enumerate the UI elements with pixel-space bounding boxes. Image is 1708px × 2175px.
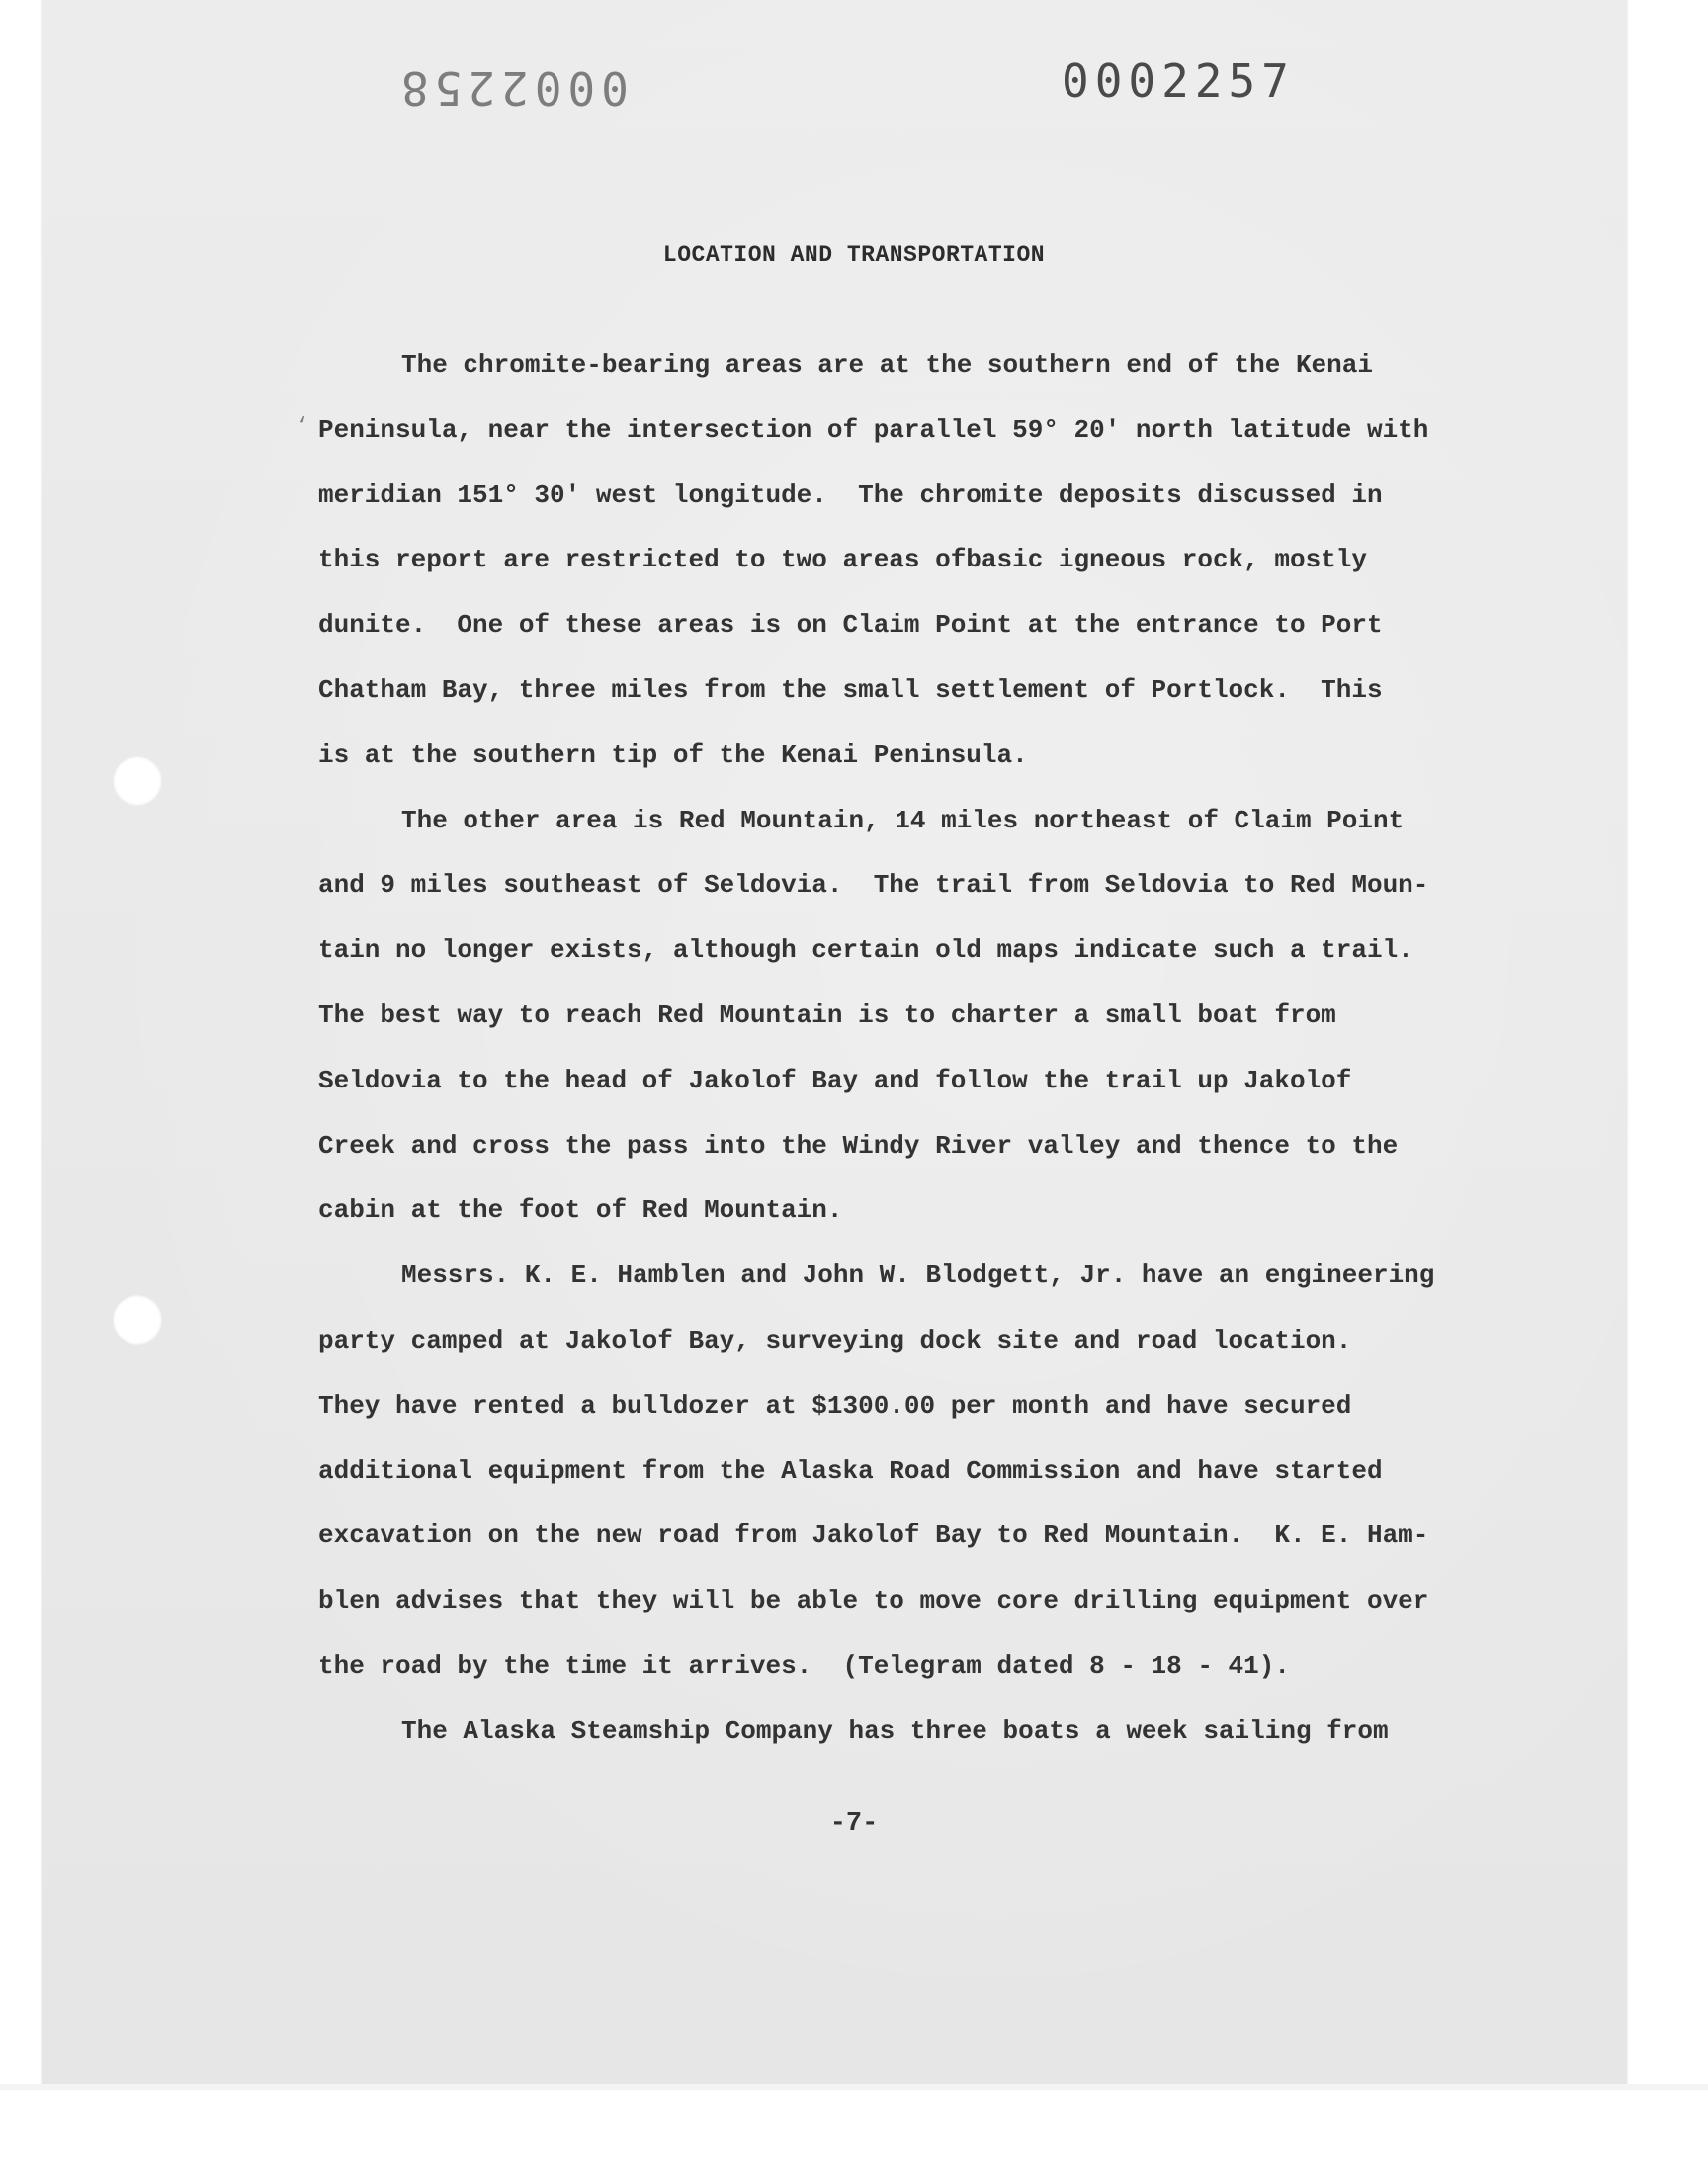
section-heading: LOCATION AND TRANSPORTATION [662, 242, 1046, 268]
text-line: The chromite-bearing areas are at the southern end of the Kenai [401, 350, 1373, 380]
body-text [318, 333, 1514, 1765]
text-line: this report are restricted to two areas ofbasic igneous rock, mostly [318, 545, 1367, 575]
text-line: additional equipment from the Alaska Road Commission and have started [318, 1455, 1383, 1486]
text-line: Creek and cross the pass into the Windy River valley and thence to the [318, 1130, 1399, 1161]
text-line: meridian 151° 30' west longitude. The chromite deposits discussed in [318, 479, 1383, 510]
bleed-through-stamp-number: 0002258 [395, 61, 629, 115]
text-line: tain no longer exists, although certain old maps indicate such a trail. [318, 935, 1413, 966]
page-bottom-edge [0, 2084, 1708, 2090]
margin-mark: ‘ [297, 415, 309, 438]
text-line: and 9 miles southeast of Seldovia. The trail from Seldovia to Red Moun- [318, 870, 1429, 901]
text-line: cabin at the foot of Red Mountain. [318, 1195, 843, 1226]
text-line: is at the southern tip of the Kenai Peninsula. [318, 740, 1028, 770]
text-line: dunite. One of these areas is on Claim Point at the entrance to Port [318, 610, 1383, 641]
page-number: -7- [829, 1809, 879, 1839]
text-line: Seldovia to the head of Jakolof Bay and follow the trail up Jakolof [318, 1065, 1352, 1095]
document-stamp-number: 0002257 [1062, 54, 1295, 108]
text-line: They have rented a bulldozer at $1300.00 per month and have secured [318, 1390, 1352, 1421]
text-line: The other area is Red Mountain, 14 miles northeast of Claim Point [401, 805, 1405, 835]
text-line: Peninsula, near the intersection of parallel 59° 20' north latitude with [318, 414, 1429, 445]
text-line: excavation on the new road from Jakolof Bay to Red Mountain. K. E. Ham- [318, 1521, 1429, 1551]
punch-hole [113, 1295, 162, 1345]
text-line: Chatham Bay, three miles from the small settlement of Portlock. This [318, 674, 1383, 705]
text-line: blen advises that they will be able to move core drilling equipment over [318, 1586, 1429, 1616]
text-line: The Alaska Steamship Company has three boats a week sailing from [401, 1715, 1389, 1746]
text-line: The best way to reach Red Mountain is to charter a small boat from [318, 1000, 1336, 1030]
text-line: the road by the time it arrives. (Telegram dated 8 - 18 - 41). [318, 1650, 1290, 1681]
punch-hole [113, 756, 162, 806]
text-line: party camped at Jakolof Bay, surveying dock site and road location. [318, 1325, 1352, 1355]
text-line: Messrs. K. E. Hamblen and John W. Blodgett, Jr. have an engineering [401, 1261, 1435, 1291]
